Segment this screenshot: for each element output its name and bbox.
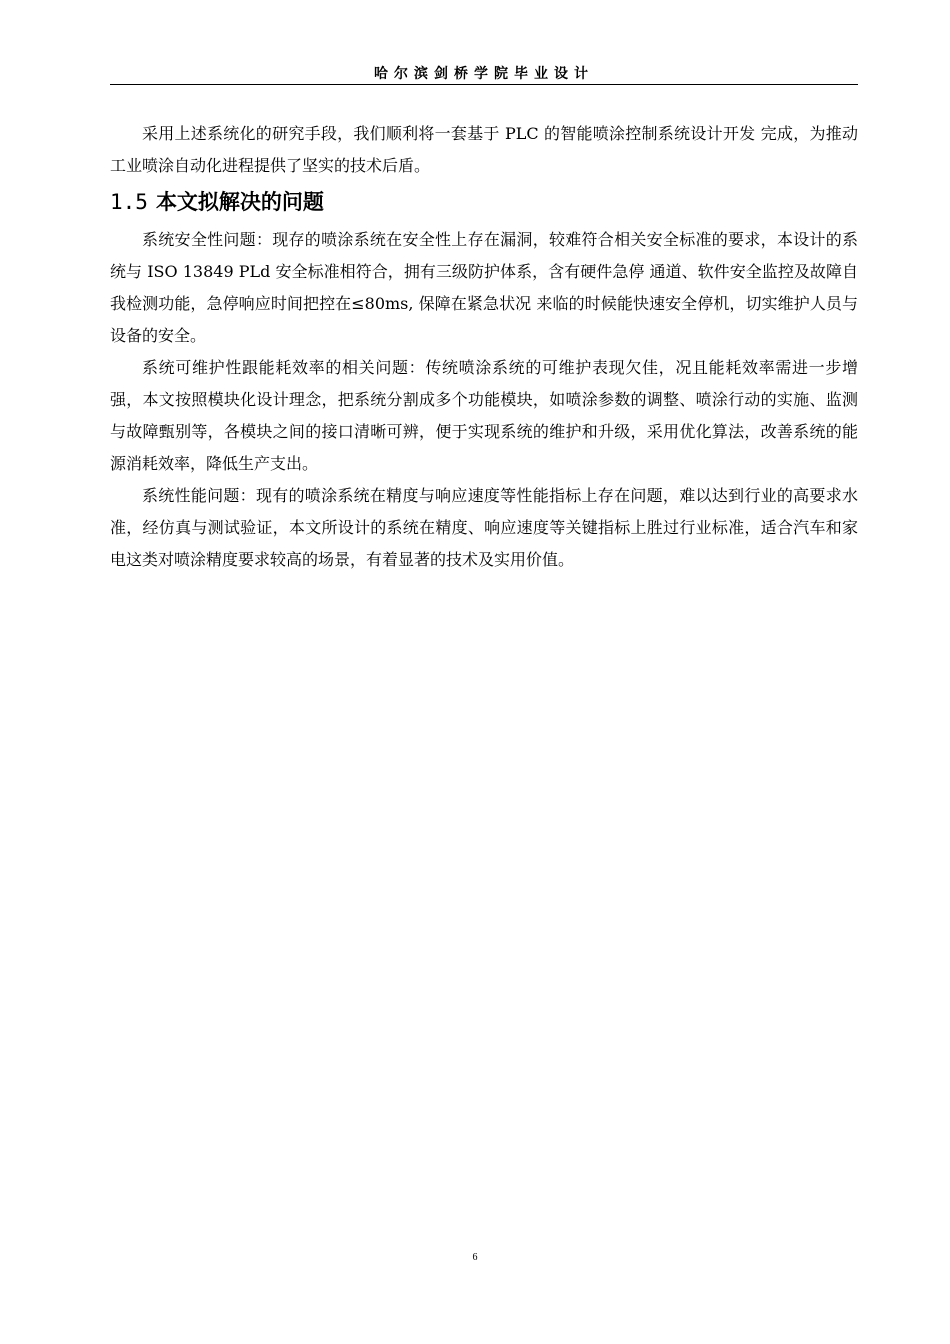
section-heading (110, 184, 858, 220)
document-body (110, 118, 858, 576)
page-header-title: 哈尔滨剑桥学院毕业设计 (374, 66, 594, 82)
header-divider (110, 84, 858, 85)
paragraph-performance: 系统性能问题：现有的喷涂系统在精度与响应速度等性能指标上存在问题，难以达到行业的高要求水准，经仿真与测试验证，本文所设计的系统在精度、响应速度等关键指标上胜过行业标准，适合汽车和家电这类对喷涂精度要求较高的场景，有着显著的技术及实用价值。 (110, 486, 858, 569)
section-title: 本文拟解决的问题 (155, 190, 324, 214)
intro-paragraph: 采用上述系统化的研究手段，我们顺利将一套基于 PLC 的智能喷涂控制系统设计开发 完成，为推动工业喷涂自动化进程提供了坚实的技术后盾。 (110, 124, 858, 175)
paragraph-safety: 系统安全性问题：现存的喷涂系统在安全性上存在漏洞，较难符合相关安全标准的要求，本设计的系统与 ISO 13849 PLd 安全标准相符合，拥有三级防护体系，含有硬件急停 通道、软件安全监控及故障自我检测功能，急停响应时间把控在≤80ms, 保障在紧急状况 来临的时候能快速安全停机，切实维护人员与设备的安全。 (110, 230, 858, 345)
paragraph-maintainability: 系统可维护性跟能耗效率的相关问题：传统喷涂系统的可维护表现欠佳，况且能耗效率需进一步增强，本文按照模块化设计理念，把系统分割成多个功能模块，如喷涂参数的调整、喷涂行动的实施、监测与故障甄别等，各模块之间的接口清晰可辨，便于实现系统的维护和升级，采用优化算法，改善系统的能源消耗效率，降低生产支出。 (110, 358, 858, 473)
section-number: 1.5 (110, 190, 148, 214)
page-number: 6 (472, 1252, 478, 1263)
